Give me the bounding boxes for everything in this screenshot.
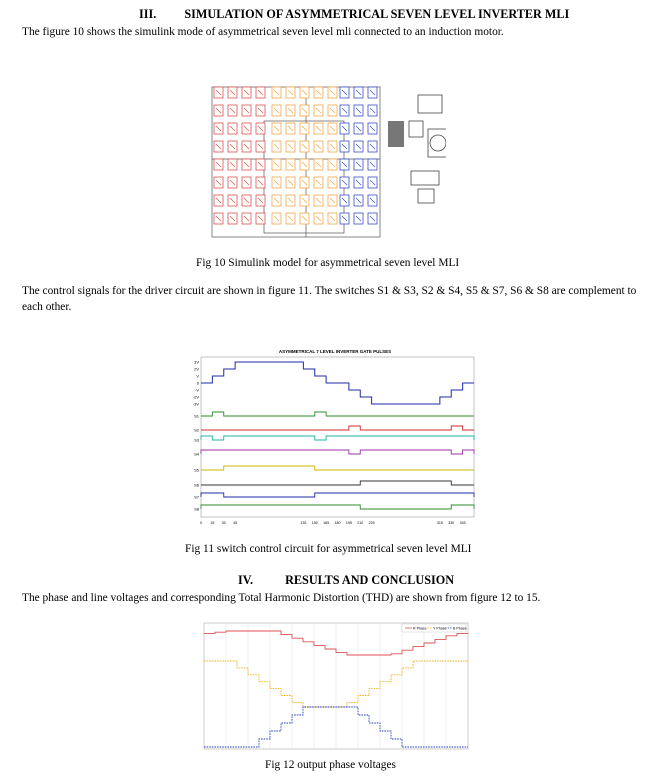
y-tick-label: -2V: [192, 394, 199, 400]
figure-12-phase-voltages: [194, 619, 471, 759]
x-tick-label: 15: [210, 521, 215, 525]
section-3-number: III.: [139, 7, 157, 21]
x-tick-label: 330: [448, 521, 455, 525]
y-tick-label: 3V: [194, 359, 199, 365]
legend: [402, 624, 467, 632]
gate-pulse-chart: [190, 344, 477, 530]
section-4-title: RESULTS AND CONCLUSION: [285, 573, 454, 587]
x-tick-label: 180: [334, 521, 341, 525]
section-4-number: IV.: [238, 573, 254, 587]
powergui-block: [418, 95, 442, 113]
y-tick-label: S8: [194, 506, 199, 512]
gate-pulse-S8: [201, 505, 474, 509]
x-tick-label: 135: [300, 521, 307, 525]
phase-voltage-chart: [194, 619, 471, 759]
y-tick-label: S5: [194, 467, 199, 473]
figure-12-caption: Fig 12 output phase voltages: [265, 759, 396, 771]
orange-switch-group: [272, 87, 337, 224]
y-tick-label: 0: [196, 380, 199, 386]
chart-title: ASYMMETRICAL 7 LEVEL INVERTER GATE PULSES: [278, 349, 392, 354]
gate-pulse-S7: [201, 493, 474, 497]
figure-11-caption: Fig 11 switch control circuit for asymmetrical seven level MLI: [185, 543, 472, 555]
red-switch-group: [214, 87, 265, 224]
gate-pulse-S5: [201, 466, 474, 470]
gate-pulse-S2: [201, 426, 474, 430]
x-tick-label: 45: [233, 521, 238, 525]
gate-pulse-S4: [201, 450, 474, 454]
section-4-heading: [238, 573, 454, 588]
y-tick-label: S3: [194, 437, 199, 443]
y-tick-label: S6: [194, 482, 199, 488]
simulink-diagram: [206, 81, 446, 243]
x-tick-label: 225: [368, 521, 375, 525]
paragraph-2: The control signals for the driver circuit are shown in figure 11. The switches S1 & S3, S2 & S4, S5 & S7, S6 & S8 are complement to each other.: [22, 285, 637, 313]
y-tick-label: S7: [194, 494, 199, 500]
figure-10-simulink-model: [206, 81, 446, 243]
y-tick-label: V: [196, 373, 199, 379]
x-tick-label: 195: [345, 521, 352, 525]
y-tick-label: S4: [194, 451, 199, 457]
x-tick-label: 210: [357, 521, 364, 525]
x-tick-label: 30: [221, 521, 226, 525]
figure-11-gate-pulses: [190, 344, 477, 530]
legend-b-phase: B Phase: [453, 626, 467, 631]
x-tick-label: 150: [311, 521, 318, 525]
figure-10-caption: Fig 10 Simulink model for asymmetrical seven level MLI: [196, 257, 460, 269]
section-3-title: SIMULATION OF ASYMMETRICAL SEVEN LEVEL INVERTER MLI: [184, 7, 570, 21]
y-tick-label: -3V: [192, 401, 199, 407]
y-tick-label: S2: [194, 427, 199, 433]
gate-pulse-S3: [201, 436, 474, 440]
legend-r-phase: R Phase: [413, 626, 427, 631]
y-tick-label: -V: [195, 387, 199, 393]
output-voltage-line: [201, 362, 474, 404]
section-3-heading: [139, 7, 569, 22]
legend-y-phase: Y Phase: [433, 626, 447, 631]
x-tick-label: 0: [200, 521, 202, 525]
gate-pulse-S1: [201, 412, 474, 416]
x-tick-label: 315: [436, 521, 443, 525]
x-tick-label: 165: [323, 521, 330, 525]
y-tick-label: 2V: [194, 366, 199, 372]
paragraph-1: The figure 10 shows the simulink mode of asymmetrical seven level mli connected to an induction motor.: [22, 26, 504, 38]
paragraph-3: The phase and line voltages and corresponding Total Harmonic Distortion (THD) are shown from figure 12 to 15.: [22, 592, 541, 604]
y-tick-label: S1: [194, 413, 199, 419]
gate-pulse-S6: [201, 481, 474, 485]
blue-switch-group: [340, 87, 377, 224]
x-tick-label: 345: [459, 521, 466, 525]
